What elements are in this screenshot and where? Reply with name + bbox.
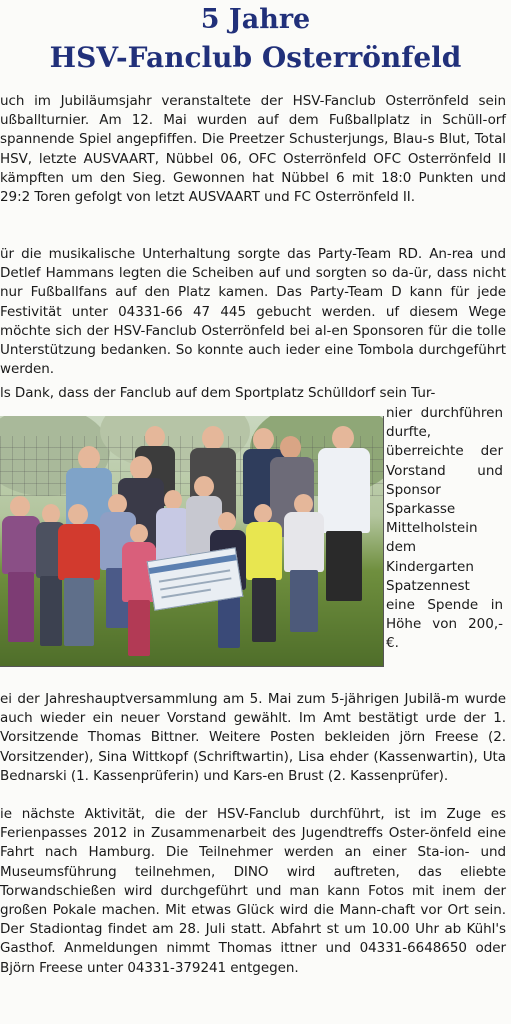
paragraph-tournament: uch im Jubiläumsjahr veranstaltete der HSV-Fanclub Osterrönfeld sein ußballturnier. Am 12. Mai wurden auf dem Fußballplatz in Schüll-orf spannende Spiel angepfiffen. Die Preetzer Schusterjungs, Blau-s Blut, Total HSV, letzte AUSVAART, Nübbel 06, OFC Osterrönfeld OFC Osterrönfeld II kämpften um den Sieg. Gewonnen hat Nübbel 6 mit 18:0 Punkten und 29:2 Toren gefolgt von letzt AUSVAART und FC Osterrönfeld II. (0, 93, 506, 206)
article-title-line-1: 5 Jahre (200, 4, 311, 35)
paragraph-donation-side: nier durchführen durfte, überreichte der Vorstand und Sponsor Sparkasse Mittelholstein dem Kindergarten Spatzennest eine Spende in Höhe von 200,- €. (386, 405, 503, 652)
paragraph-party-team: ür die musikalische Unterhaltung sorgte das Party-Team RD. An-rea und Detlef Hammans legten die Scheiben auf und sorgten so da-ür, dass nicht nur Fußballfans auf den Platz kamen. Das Party-Team D kann für jede Festivität unter 04331-66 47 445 gebucht werden. uf diesem Wege möchte sich der HSV-Fanclub Osterrönfeld bei al-en Sponsoren für die tolle Unterstützung bedanken. So konnte auch ieder eine Tombola durchgeführt werden. (0, 246, 506, 378)
paragraph-donation-lead: ls Dank, dass der Fanclub auf dem Sportplatz Schülldorf sein Tur- (0, 385, 436, 401)
paragraph-next-activity: ie nächste Aktivität, die der HSV-Fanclub durchführt, ist im Zuge es Ferienpasses 2012 in Zusammenarbeit des Jugendtreffs Oster-önfeld eine Fahrt nach Hamburg. Die Teilnehmer werden an einer Sta-ion- und Museumsführung teilnehmen, DINO wird auftreten, das eliebte Torwandschießen wird durchgeführt und man kann Fotos mit inem der großen Pokale machen. Mit etwas Glück wird die Mann-chaft vor Ort sein. Der Stadiontag findet am 28. Juli statt. Abfahrt st um 10.00 Uhr ab Kühl's Gasthof. Anmeldungen nimmt Thomas ittner und 04331-6648650 oder Björn Freese unter 04331-379241 entgegen. (0, 806, 506, 976)
article-title-line-2: HSV-Fanclub Osterrönfeld (49, 41, 462, 74)
group-photo (0, 416, 384, 667)
paragraph-annual-meeting: ei der Jahreshauptversammlung am 5. Mai zum 5-jährigen Jubilä-m wurde auch wieder ein neuer Vorstand gewählt. Im Amt bestätigt urde der 1. Vorsitzende Thomas Bittner. Weitere Posten bekleiden jörn Freese (2. Vorsitzender), Sina Wittkopf (Schriftwartin), Lisa ehder (Kassenwartin), Uta Bednarski (1. Kassenprüferin) und Kars-en Brust (2. Kassenprüfer). (0, 691, 506, 784)
